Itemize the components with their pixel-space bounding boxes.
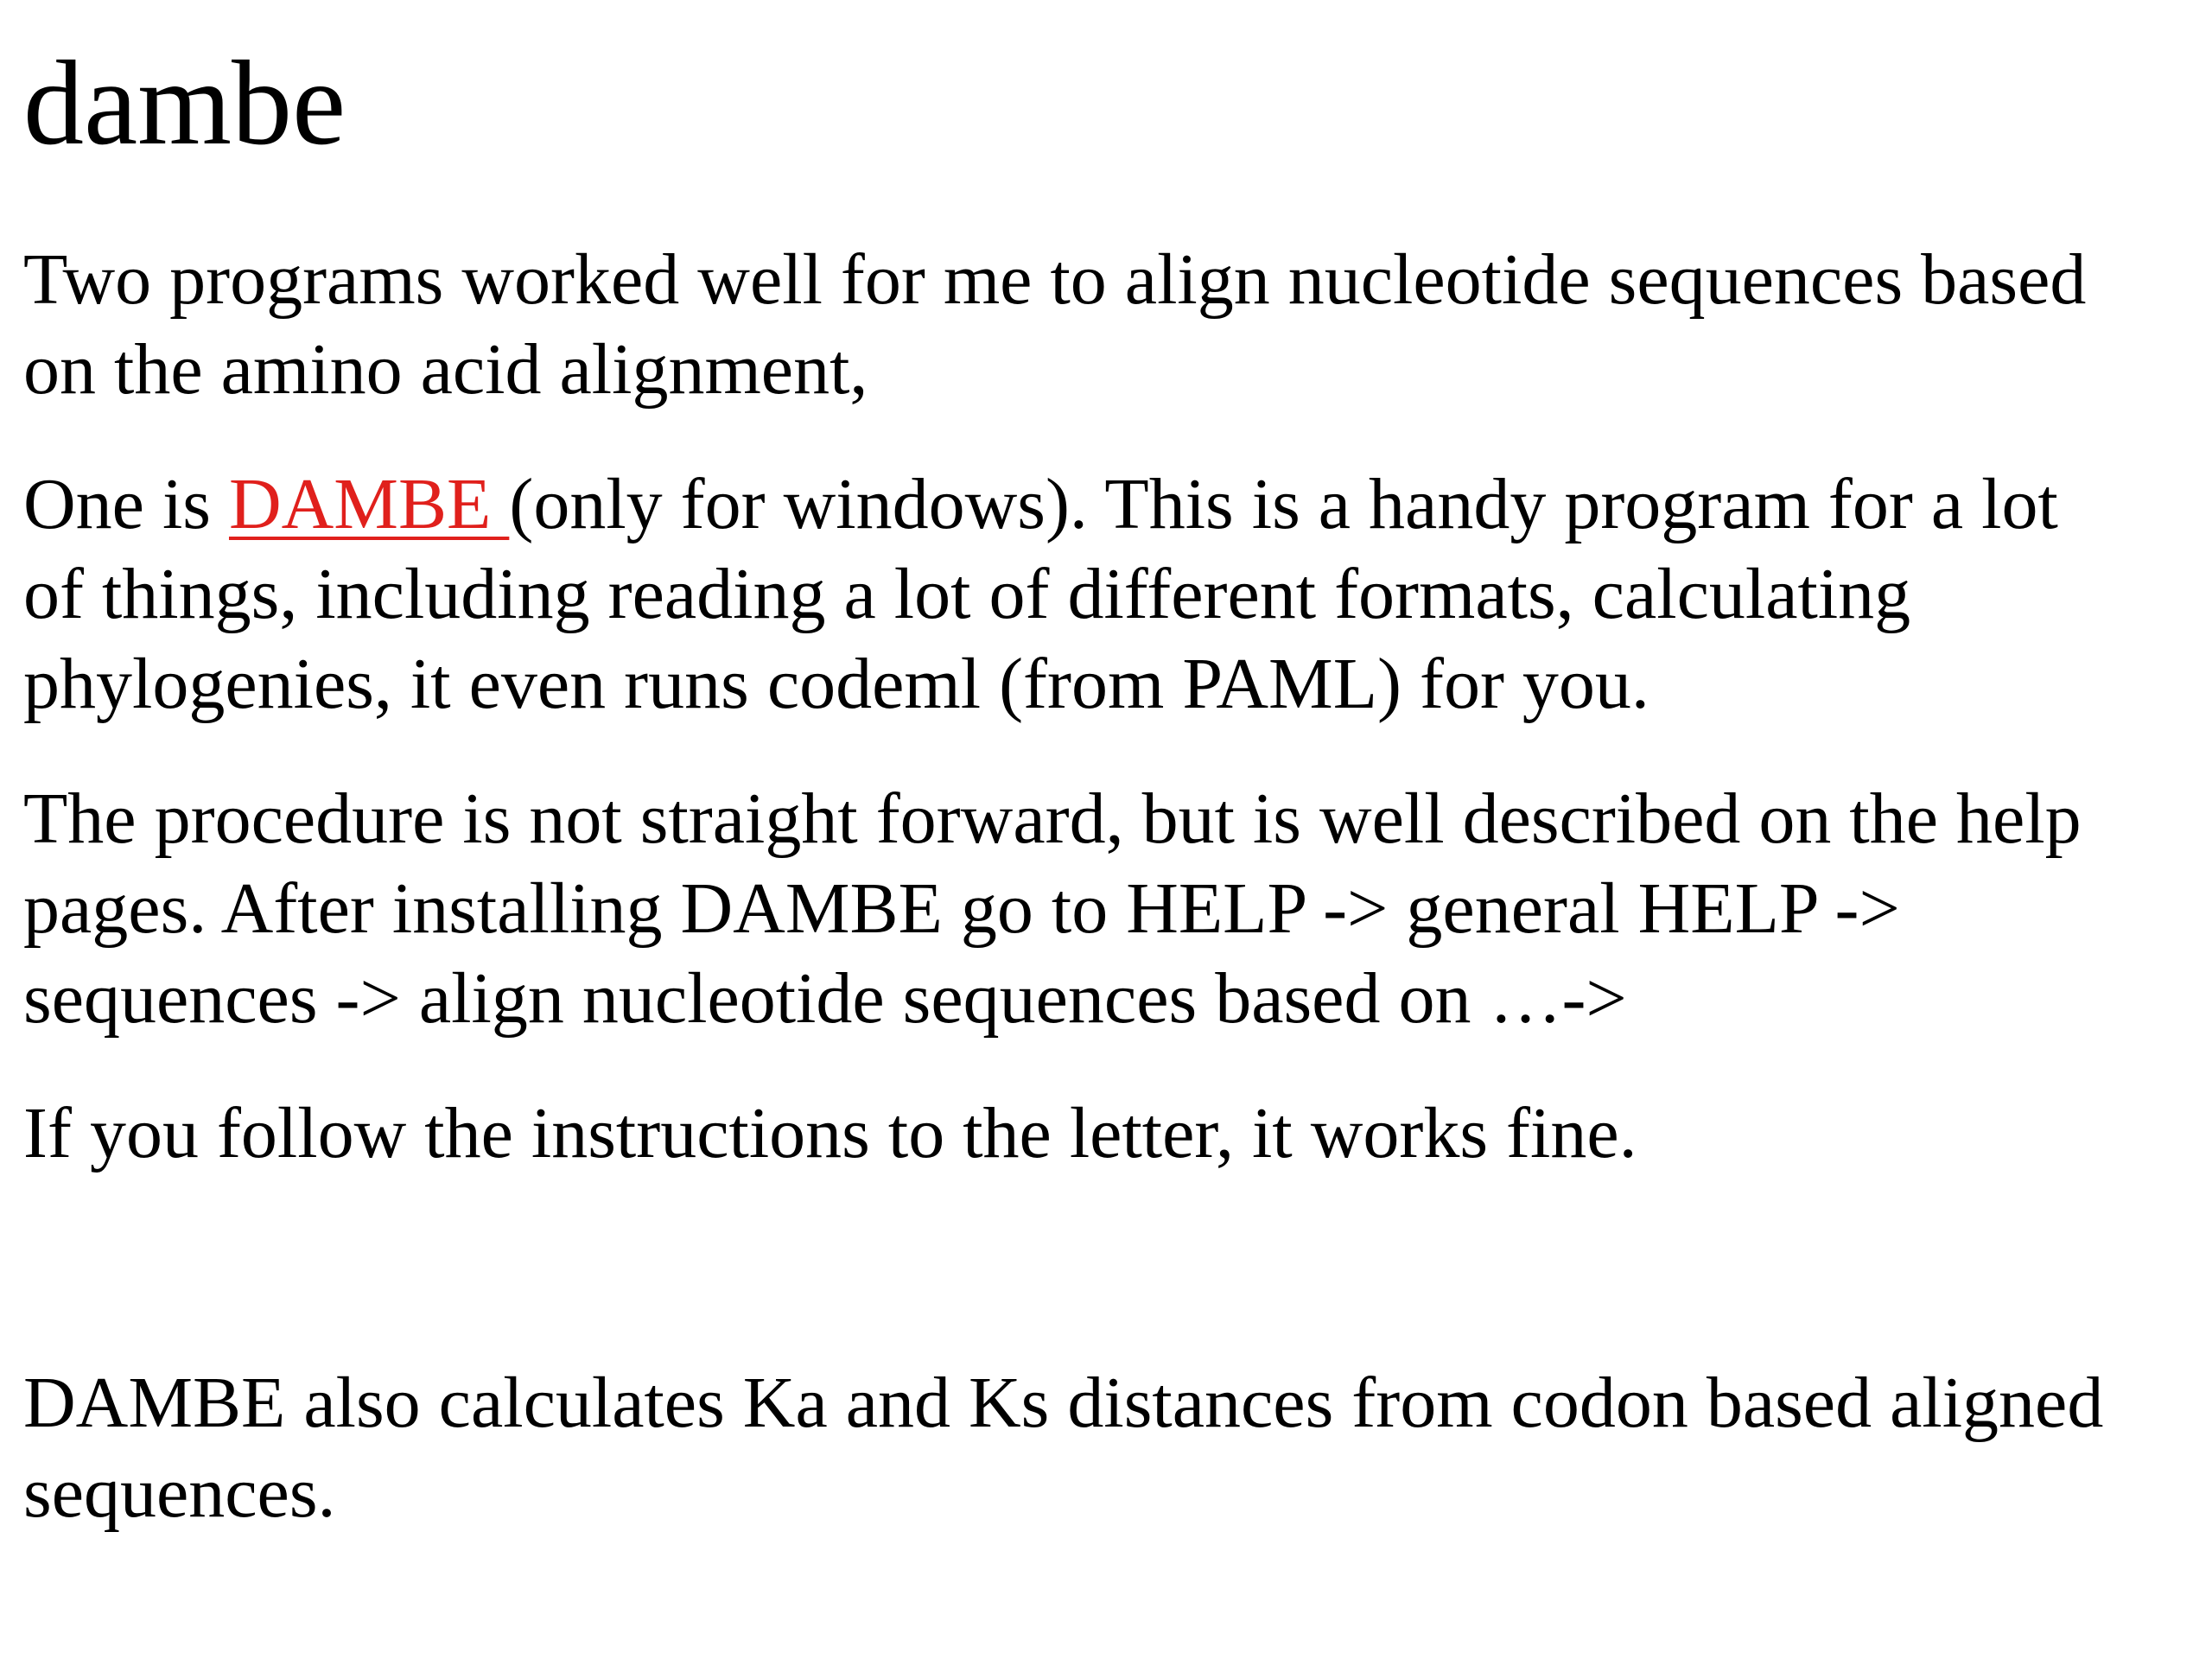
paragraph-instructions: [23, 1089, 2183, 1179]
paragraph-line: [23, 460, 2183, 550]
dambe-link[interactable]: DAMBE: [228, 464, 510, 544]
paragraph-line: sequences -> align nucleotide sequences based on …->: [23, 958, 1627, 1039]
paragraph-text: (only for windows). This is a handy program for a lot: [509, 464, 2058, 544]
paragraph-line: Two programs worked well for me to align nucleotide sequences based: [23, 239, 2087, 320]
paragraph-line: phylogenies, it even runs codeml (from PAML) for you.: [23, 644, 1649, 724]
paragraph-text: One is: [23, 464, 229, 544]
paragraph-intro: [23, 235, 2183, 415]
paragraph-procedure: [23, 774, 2183, 1044]
paragraph-line: pages. After installing DAMBE go to HELP -> general HELP ->: [23, 868, 1900, 949]
paragraph-line: on the amino acid alignment,: [23, 329, 868, 410]
paragraph-line: If you follow the instructions to the letter, it works fine.: [23, 1093, 1637, 1173]
paragraph-ka-ks: [23, 1358, 2183, 1538]
paragraph-dambe: [23, 460, 2183, 729]
page-title: dambe: [23, 36, 346, 170]
paragraph-line: sequences.: [23, 1452, 336, 1533]
paragraph-line: of things, including reading a lot of different formats, calculating: [23, 554, 1911, 634]
paragraph-line: The procedure is not straight forward, but is well described on the help: [23, 779, 2082, 859]
paragraph-line: DAMBE also calculates Ka and Ks distances from codon based aligned: [23, 1363, 2104, 1443]
